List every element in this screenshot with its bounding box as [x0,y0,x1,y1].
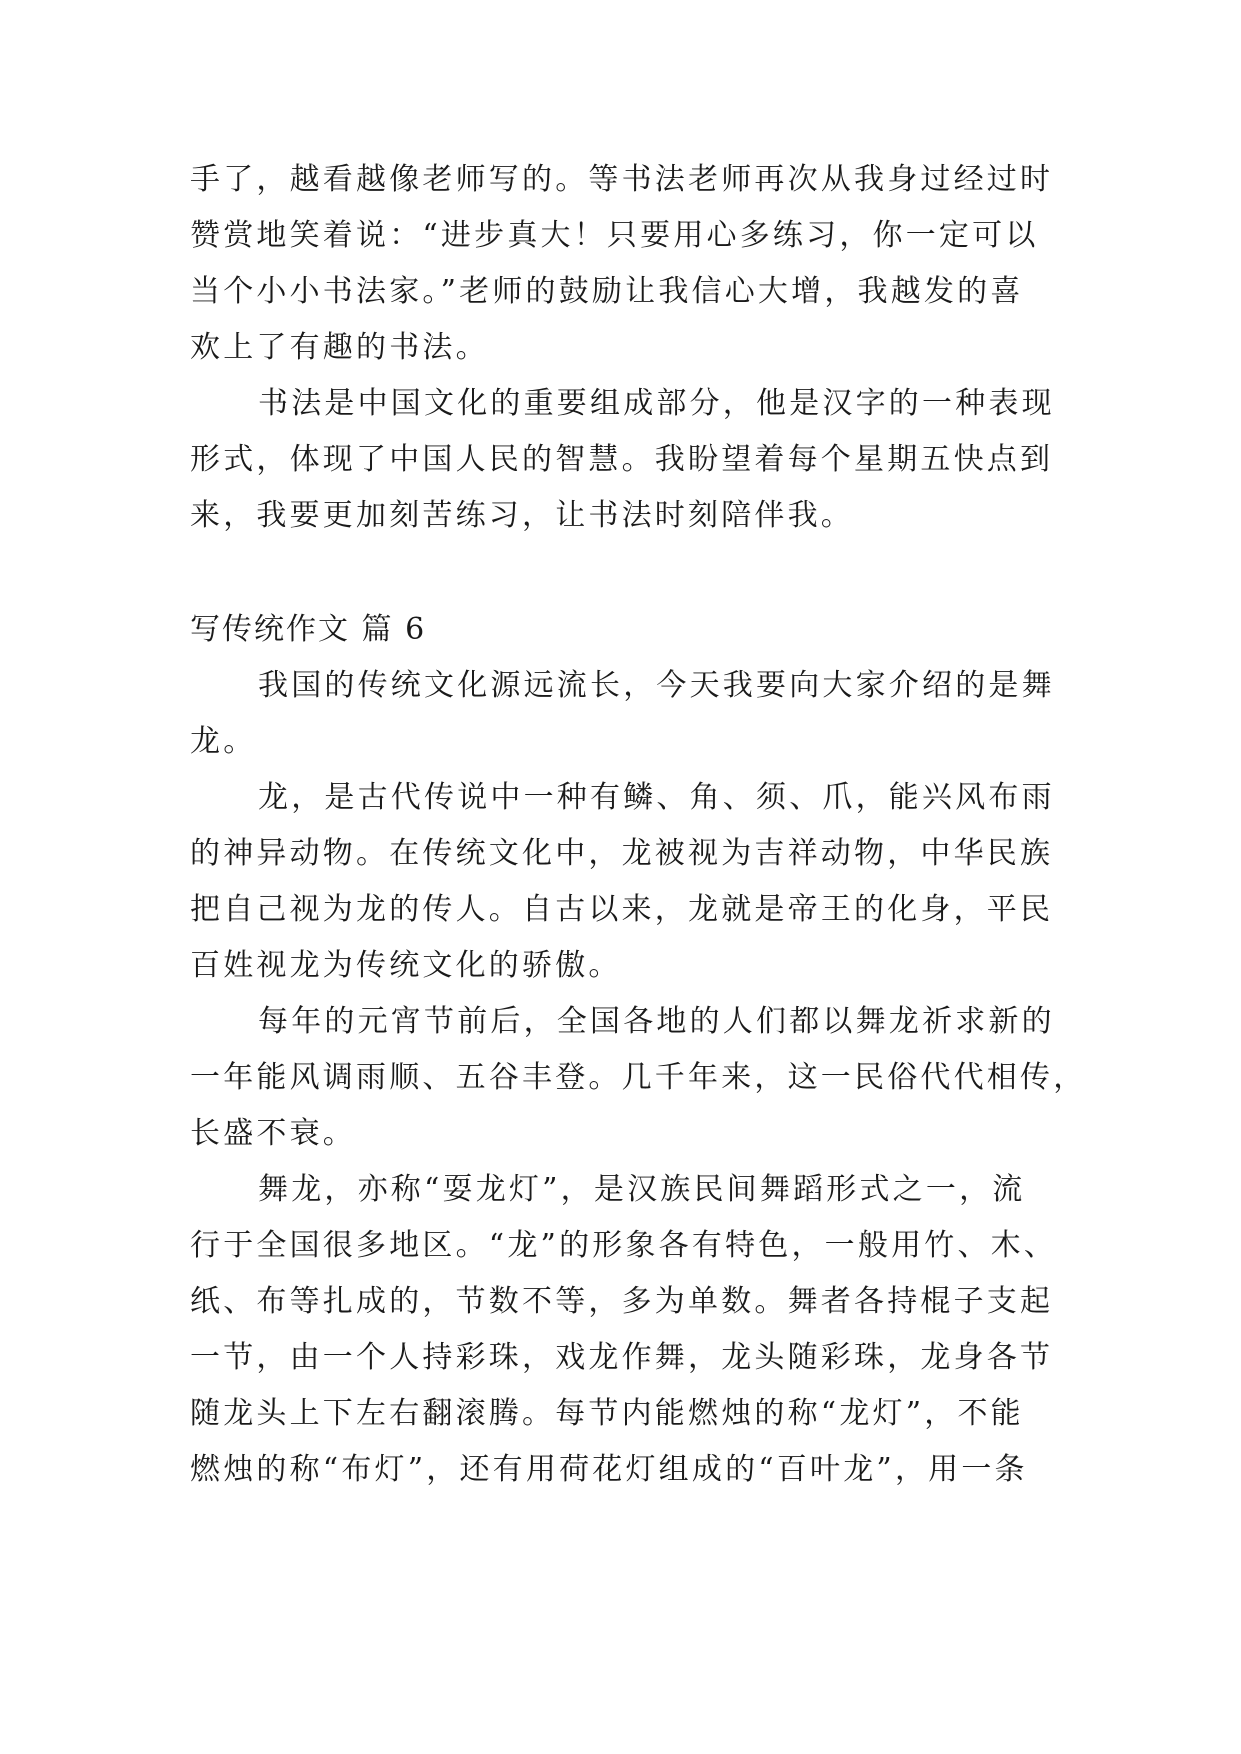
paragraph [190,376,1055,544]
text-line: 龙。 [190,724,257,759]
paragraph [190,994,1087,1162]
text-line: 燃烛的称“布灯”，还有用荷花灯组成的“百叶龙”，用一条 [190,1452,1028,1487]
text-line: 当个小小书法家。”老师的鼓励让我信心大增，我越发的喜 [190,274,1024,309]
text-line: 长盛不衰。 [190,1116,356,1151]
text-line: 书法是中国文化的重要组成部分，他是汉字的一种表现 [258,386,1055,421]
paragraph [190,1162,1058,1498]
document-body [190,152,1087,1498]
paragraph [190,152,1054,376]
text-line: 每年的元宵节前后，全国各地的人们都以舞龙祈求新的 [258,1004,1055,1039]
text-line: 手了，越看越像老师写的。等书法老师再次从我身过经过时 [190,162,1054,197]
text-line: 百姓视龙为传统文化的骄傲。 [190,948,622,983]
text-line: 来，我要更加刻苦练习，让书法时刻陪伴我。 [190,498,854,533]
text-line: 一节，由一个人持彩珠，戏龙作舞，龙头随彩珠，龙身各节 [190,1340,1054,1375]
text-line: 纸、布等扎成的，节数不等，多为单数。舞者各持棍子支起 [190,1284,1054,1319]
paragraph [190,658,1055,770]
text-line: 一年能风调雨顺、五谷丰登。几千年来，这一民俗代代相传， [190,1060,1087,1095]
text-line: 我国的传统文化源远流长，今天我要向大家介绍的是舞 [258,668,1055,703]
paragraph [190,770,1055,994]
text-line: 把自己视为龙的传人。自古以来，龙就是帝王的化身，平民 [190,892,1054,927]
section-spacer [190,544,1050,602]
text-line: 舞龙，亦称“耍龙灯”，是汉族民间舞蹈形式之一，流 [258,1172,1026,1207]
text-line: 欢上了有趣的书法。 [190,330,489,365]
text-line: 行于全国很多地区。“龙”的形象各有特色，一般用竹、木、 [190,1228,1058,1263]
text-line: 的神异动物。在传统文化中，龙被视为吉祥动物，中华民族 [190,836,1054,871]
section-heading: 写传统作文 篇 6 [190,612,427,647]
text-line: 随龙头上下左右翻滚腾。每节内能燃烛的称“龙灯”，不能 [190,1396,1024,1431]
text-line: 形式，体现了中国人民的智慧。我盼望着每个星期五快点到 [190,442,1054,477]
text-line: 赞赏地笑着说：“进步真大！只要用心多练习，你一定可以 [190,218,1039,253]
text-line: 龙，是古代传说中一种有鳞、角、须、爪，能兴风布雨 [258,780,1055,815]
